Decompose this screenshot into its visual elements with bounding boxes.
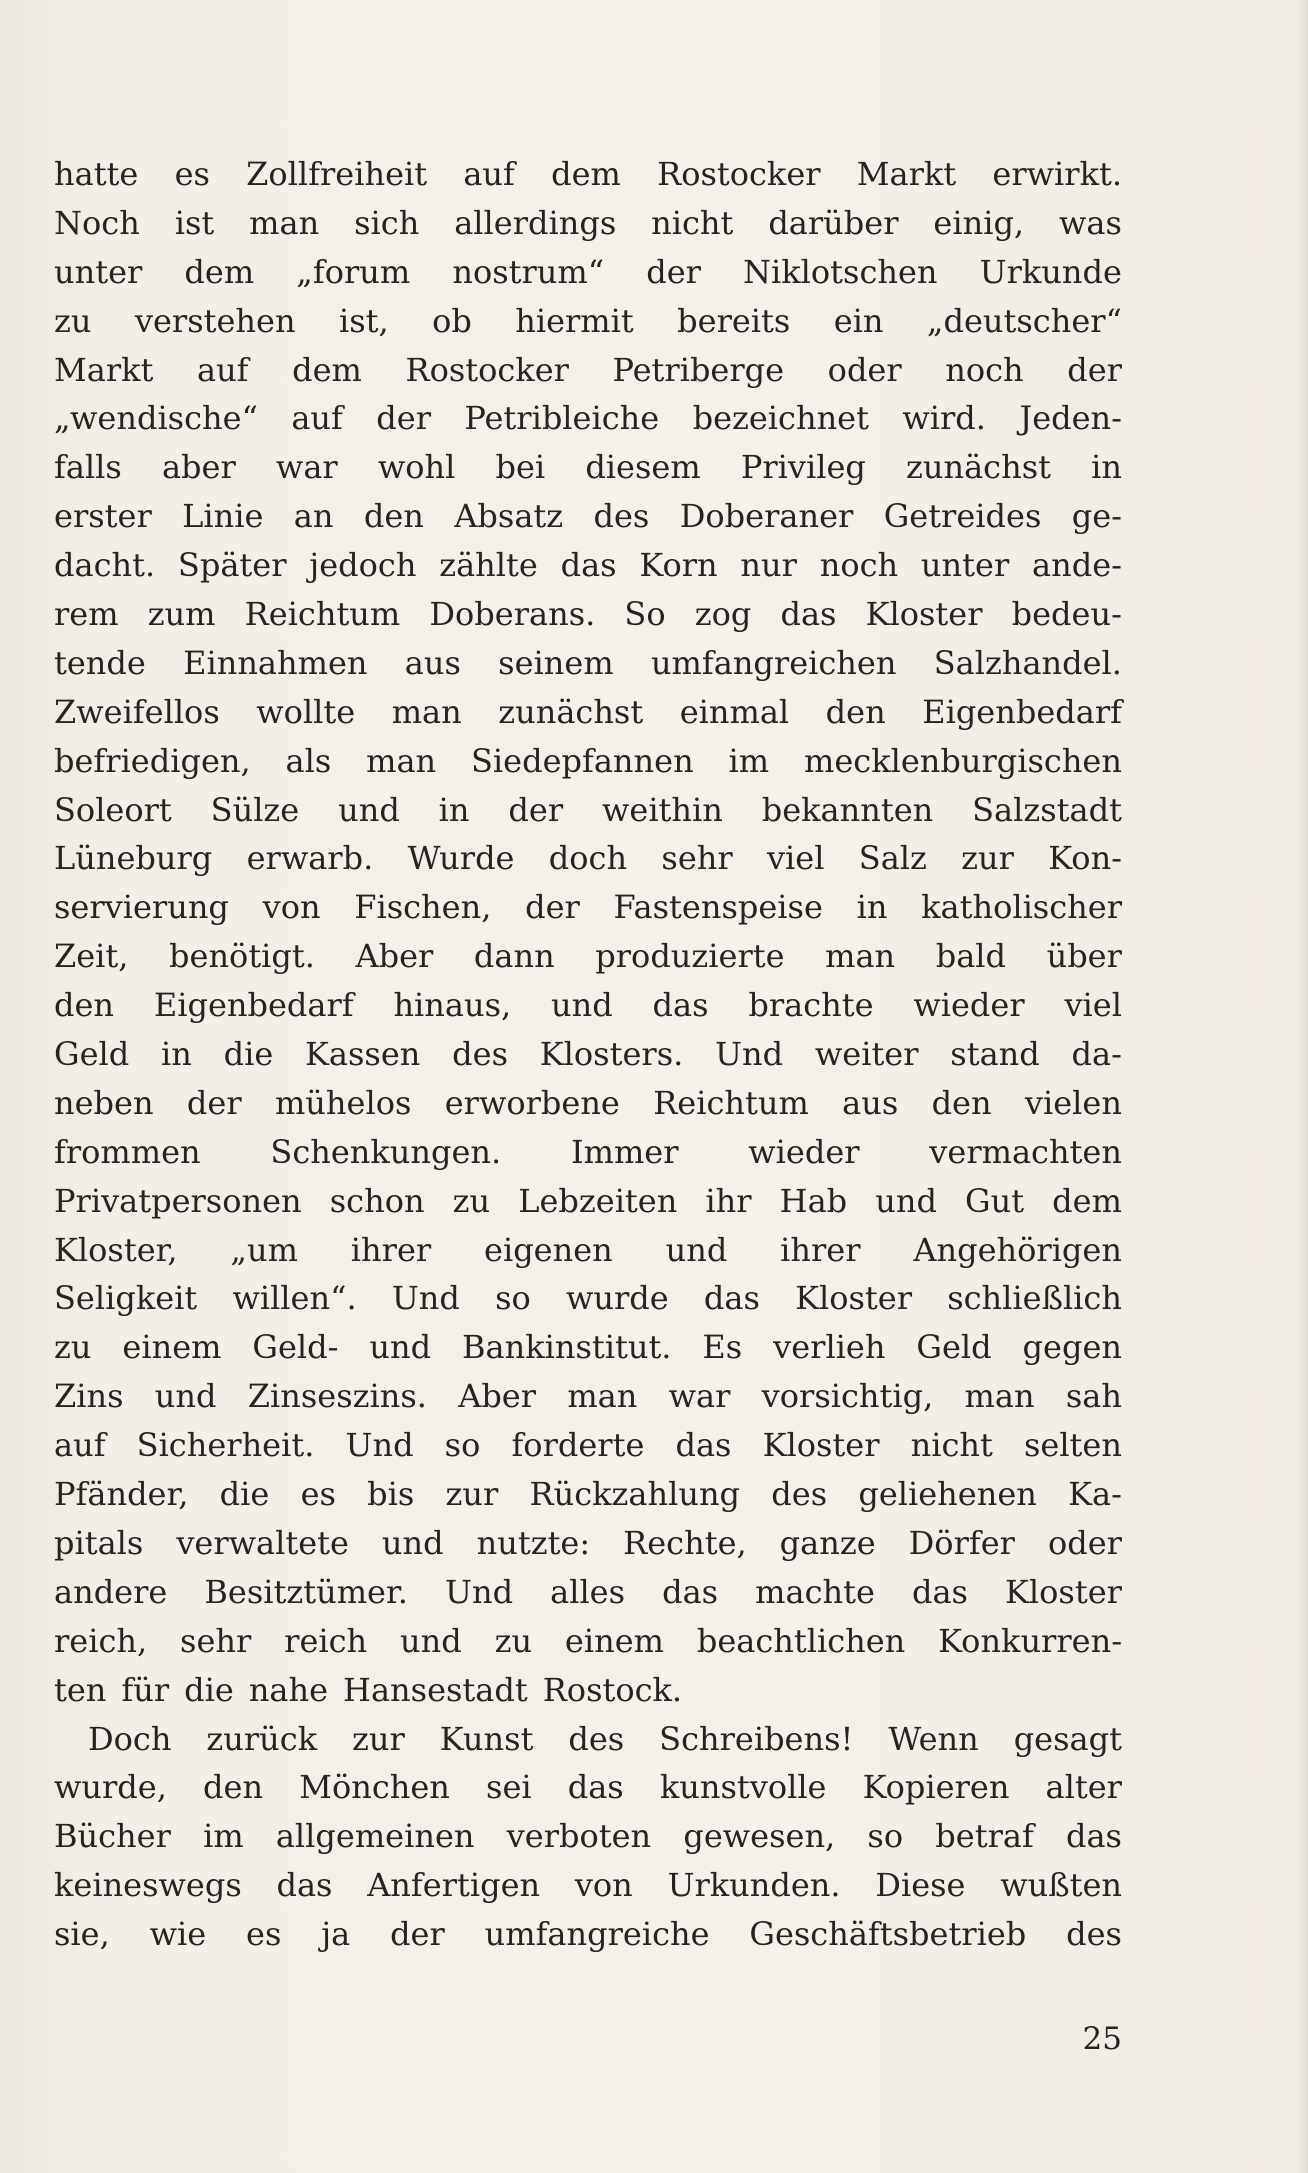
text-line: zu einem Geld- und Bankinstitut. Es verlieh Geld gegen xyxy=(54,1328,1122,1367)
text-line: Doch zurück zur Kunst des Schreibens! Wenn gesagt xyxy=(88,1719,1122,1758)
text-line: auf Sicherheit. Und so forderte das Kloster nicht selten xyxy=(54,1426,1122,1465)
text-line: pitals verwaltete und nutzte: Rechte, ganze Dörfer oder xyxy=(54,1523,1122,1562)
page-edge-shadow xyxy=(1298,0,1308,2173)
text-line: den Eigenbedarf hinaus, und das brachte wieder viel xyxy=(54,986,1122,1025)
body-text xyxy=(54,150,1122,1959)
text-line: Geld in die Kassen des Klosters. Und weiter stand da- xyxy=(54,1035,1122,1074)
text-line: dacht. Später jedoch zählte das Korn nur noch unter ande- xyxy=(54,546,1122,585)
text-line: hatte es Zollfreiheit auf dem Rostocker Markt erwirkt. xyxy=(54,155,1122,193)
page-number: 25 xyxy=(1082,2021,1122,2057)
text-line: keineswegs das Anfertigen von Urkunden. Diese wußten xyxy=(54,1866,1122,1905)
text-line: Pfänder, die es bis zur Rückzahlung des geliehenen Ka- xyxy=(54,1475,1122,1514)
text-line: falls aber war wohl bei diesem Privileg zunächst in xyxy=(54,448,1122,487)
text-line: befriedigen, als man Siedepfannen im mecklenburgischen xyxy=(54,741,1122,780)
text-line: ten für die nahe Hansestadt Rostock. xyxy=(54,1670,683,1709)
text-line: Zweifellos wollte man zunächst einmal den Eigenbedarf xyxy=(54,692,1122,731)
text-line: wurde, den Mönchen sei das kunstvolle Kopieren alter xyxy=(54,1768,1122,1807)
text-line: neben der mühelos erworbene Reichtum aus den vielen xyxy=(54,1083,1122,1122)
text-line: servierung von Fischen, der Fastenspeise in katholischer xyxy=(54,888,1122,927)
text-line: tende Einnahmen aus seinem umfangreichen Salzhandel. xyxy=(54,643,1122,682)
text-line: Seligkeit willen“. Und so wurde das Kloster schließlich xyxy=(54,1279,1122,1318)
text-line: Lüneburg erwarb. Wurde doch sehr viel Salz zur Kon- xyxy=(54,839,1122,878)
text-line: Zins und Zinseszins. Aber man war vorsichtig, man sah xyxy=(54,1377,1122,1416)
text-line: frommen Schenkungen. Immer wieder vermachten xyxy=(54,1132,1122,1171)
text-line: Markt auf dem Rostocker Petriberge oder noch der xyxy=(54,350,1122,389)
text-line: rem zum Reichtum Doberans. So zog das Kloster bedeu- xyxy=(54,595,1122,634)
text-line: reich, sehr reich und zu einem beachtlichen Konkurren- xyxy=(54,1621,1122,1660)
text-line: unter dem „forum nostrum“ der Niklotschen Urkunde xyxy=(54,252,1122,291)
text-line: Kloster, „um ihrer eigenen und ihrer Angehörigen xyxy=(54,1230,1122,1269)
text-line: Soleort Sülze und in der weithin bekannten Salzstadt xyxy=(54,790,1122,829)
text-line: andere Besitztümer. Und alles das machte das Kloster xyxy=(54,1572,1122,1611)
text-line: zu verstehen ist, ob hiermit bereits ein „deutscher“ xyxy=(54,301,1122,340)
text-line: erster Linie an den Absatz des Doberaner Getreides ge- xyxy=(54,497,1122,536)
text-line: Zeit, benötigt. Aber dann produzierte man bald über xyxy=(54,937,1122,976)
text-line: Bücher im allgemeinen verboten gewesen, so betraf das xyxy=(54,1817,1122,1856)
text-line: Privatpersonen schon zu Lebzeiten ihr Hab und Gut dem xyxy=(54,1181,1122,1220)
text-line: „wendische“ auf der Petribleiche bezeichnet wird. Jeden- xyxy=(54,399,1122,438)
text-line: Noch ist man sich allerdings nicht darüber einig, was xyxy=(54,203,1122,242)
text-line: sie, wie es ja der umfangreiche Geschäftsbetrieb des xyxy=(54,1915,1122,1954)
